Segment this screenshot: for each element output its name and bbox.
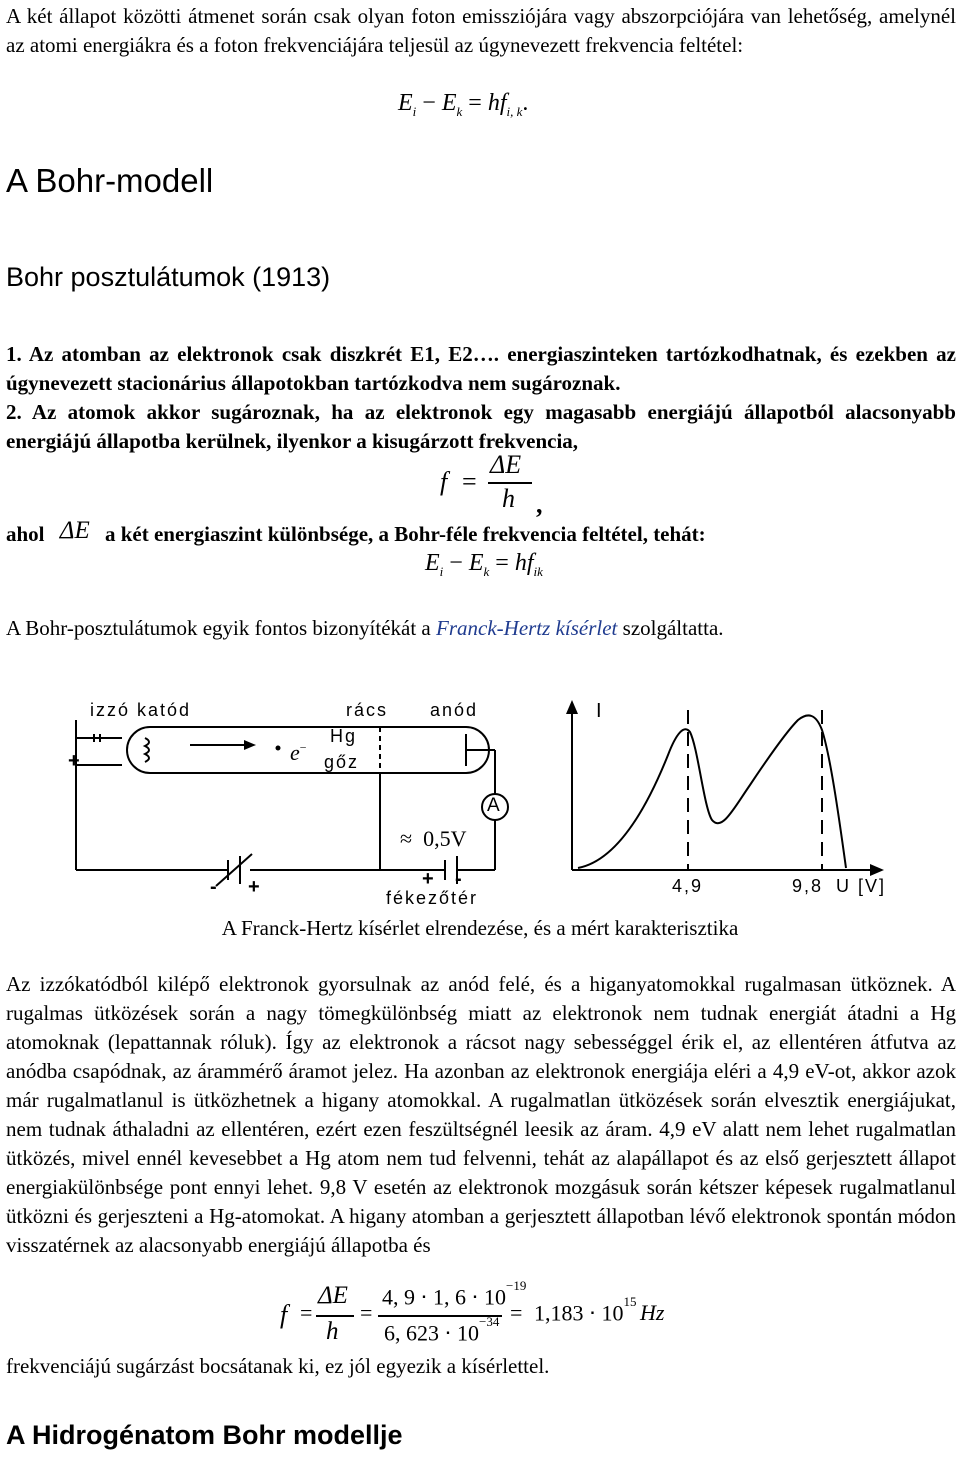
- label-voltage-axis: U [V]: [836, 876, 887, 896]
- label-left-battery-plus: +: [68, 750, 80, 772]
- postulate-2: 2. Az atomok akkor sugároznak, ha az elektronok egy magasabb energiájú állapotból alacsonyabb energiájú állapotba kerülnek, ilyenkor a kisugárzott frekvencia,: [6, 400, 956, 453]
- section-heading-bohr-model: A Bohr-modell: [6, 162, 214, 199]
- intro-paragraph: A két állapot közötti átmenet során csak olyan foton emissziójára vagy abszorpciójára van lehetőség, amelynél az atomi energiákra és a foton frekvenciájára teljesül az úgynevezett frekvencia feltétel:: [6, 4, 956, 57]
- y-axis-arrow: [566, 700, 578, 714]
- label-heated-cathode: izzó katód: [90, 700, 192, 720]
- voltage-label: ≈ 0,5V: [400, 826, 467, 851]
- label-brake-plus: +: [422, 868, 434, 890]
- label-accel-minus: -: [210, 876, 217, 898]
- electron-arrow-head: [244, 740, 256, 750]
- label-electron: e−: [290, 740, 307, 765]
- tick-4-9: 4,9: [672, 876, 704, 896]
- franck-hertz-figure: [0, 690, 960, 950]
- electron-dot: [276, 746, 281, 751]
- proof-line: A Bohr-posztulátumok egyik fontos bizonyítékát a Franck-Hertz kísérlet szolgáltatta.: [6, 616, 724, 640]
- figure-caption: A Franck-Hertz kísérlet elrendezése, és a mért karakterisztika: [221, 916, 739, 940]
- ammeter-label: A: [487, 795, 500, 816]
- ahol-line: ahol ΔE a két energiaszint különbsége, a Bohr-féle frekvencia feltétel, tehát:: [6, 517, 706, 546]
- label-braking-field: fékezőtér: [386, 888, 479, 908]
- label-grid: rács: [346, 700, 389, 720]
- frequency-condition-equation: $E_i - E_k = hf_{i, k}$.: [398, 90, 529, 119]
- label-current-axis: I: [596, 700, 602, 722]
- label-anode: anód: [430, 700, 479, 720]
- label-hg: Hg: [330, 726, 358, 746]
- postulate-1: 1. Az atomban az elektronok csak diszkrét E1, E2…. energiaszinteken tartózkodhatnak, és ezekben az úgynevezett stacionárius állapotokban tartózkodva nem sugároznak.: [6, 342, 956, 395]
- section-heading-hydrogen: A Hidrogénatom Bohr modellje: [6, 1420, 403, 1450]
- label-vapor: gőz: [324, 752, 360, 772]
- characteristic-graph: [572, 708, 876, 870]
- label-brake-minus: -: [455, 868, 462, 890]
- tick-9-8: 9,8: [792, 876, 824, 896]
- x-axis-arrow: [870, 864, 884, 876]
- closing-line: frekvenciájú sugárzást bocsátanak ki, ez jól egyezik a kísérlettel.: [6, 1354, 550, 1378]
- subheading-bohr-postulates: Bohr posztulátumok (1913): [6, 262, 331, 292]
- frequency-calculation: f = ΔE h = 4, 9 ⋅ 1, $6 \cdot 10^{-19}$ 6, $623 \cdot 10^{-34}$ = $1,183 \cdot 10^{15}$ Hz: [280, 1278, 665, 1346]
- fraction-bar: [316, 1315, 354, 1317]
- label-accel-plus: +: [248, 876, 260, 898]
- frequency-formula: f = ΔE h ,: [440, 450, 543, 519]
- franck-hertz-link[interactable]: Franck-Hertz kísérlet: [436, 616, 618, 640]
- bohr-condition-equation: $E_i - E_k = hf_{ik}$: [425, 550, 543, 579]
- experiment-explanation-paragraph: Az izzókatódból kilépő elektronok gyorsulnak az anód felé, és a higanyatomokkal rugalmasan ütköznek. A rugalmas ütközések során a nagy tömegkülönbség miatt az elektronok nem tudnak energiát átadni a Hg atomoknak (lepattannak róluk). Így az elektronok a rácsot nagy sebességgel érik el, az ellentéren átfutva az anódba csapódnak, az árammérő áramot jelez. Ha azonban az elektronok energiája eléri a 4,9 eV-ot, akkor azok már rugalmatlanul is ütközhetnek a higany atomokkal. A rugalmatlan ütközések során elvesztik energiájukat, nem tudnak áthaladni az ellentéren, ezért ezen feszültségnél leesik az áram. 4,9 eV alatt nem lehet rugalmatlan ütközés, mivel ennél kevesebbet a Hg atom nem tud felvenni, tehát az alapállapot és az első gerjesztett állapot energiakülönbsége pont ennyi lehet. 9,8 V esetén az elektronok mozgásuk során kétszer képesek rugalmatlanul ütközni és gerjeszteni a Hg-atomokat. A higany atomban a gerjesztett állapotban lévő elektronok spontán módon visszatérnek az alacsonyabb energiájú állapotba és: [6, 972, 956, 1257]
